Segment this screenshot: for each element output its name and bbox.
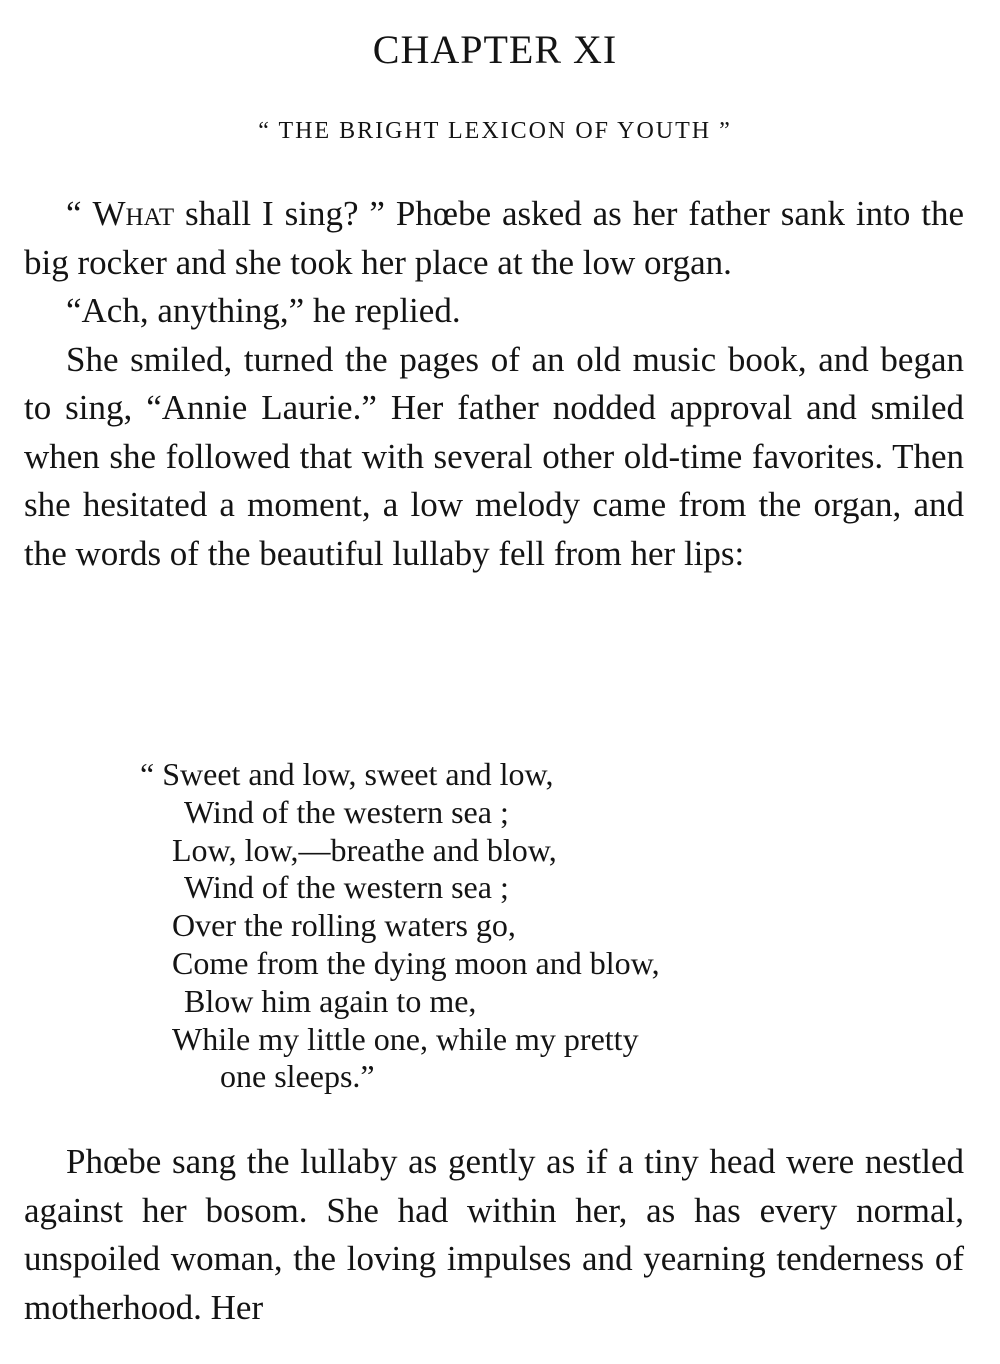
verse-line: Low, low,—breathe and blow,: [172, 831, 557, 868]
paragraph: “Ach, anything,” he replied.: [66, 291, 461, 330]
chapter-subtitle: “ THE BRIGHT LEXICON OF YOUTH ”: [258, 118, 732, 144]
opening-word: What: [92, 194, 175, 233]
verse-line: one sleeps.”: [220, 1058, 375, 1095]
paragraph: Phœbe sang the lullaby as gently as if a tiny head were nestled against her bosom. She had within her, as has every normal, unspoiled woman, the loving impulses and yearning tenderness of motherhood. Her: [24, 1142, 964, 1327]
lullaby-verse: [140, 756, 840, 1096]
verse-line: Wind of the western sea ;: [184, 869, 509, 906]
verse-line: Wind of the western sea ;: [184, 793, 509, 830]
body-text-top: [24, 190, 964, 578]
paragraph-text: shall I sing? ” Phœbe asked as her father sank into the big rocker and she took her place at the low organ.: [24, 194, 964, 282]
opening-quote: “: [66, 194, 93, 233]
paragraph: [24, 190, 964, 287]
chapter-title: CHAPTER XI: [372, 27, 618, 72]
verse-line: Blow him again to me,: [184, 982, 477, 1019]
verse-line: Over the rolling waters go,: [172, 907, 516, 944]
paragraph: She smiled, turned the pages of an old music book, and began to sing, “Annie Laurie.” Her father nodded approval and smiled when she followed that with several other old-time favorites. Then she hesitated a moment, a low melody came from the organ, and the words of the beautiful lullaby fell from her lips:: [24, 339, 964, 573]
verse-line: While my little one, while my pretty: [172, 1020, 639, 1057]
body-text-bottom: [24, 1138, 964, 1332]
verse-line: “ Sweet and low, sweet and low,: [140, 756, 554, 792]
verse-line: Come from the dying moon and blow,: [172, 944, 660, 981]
